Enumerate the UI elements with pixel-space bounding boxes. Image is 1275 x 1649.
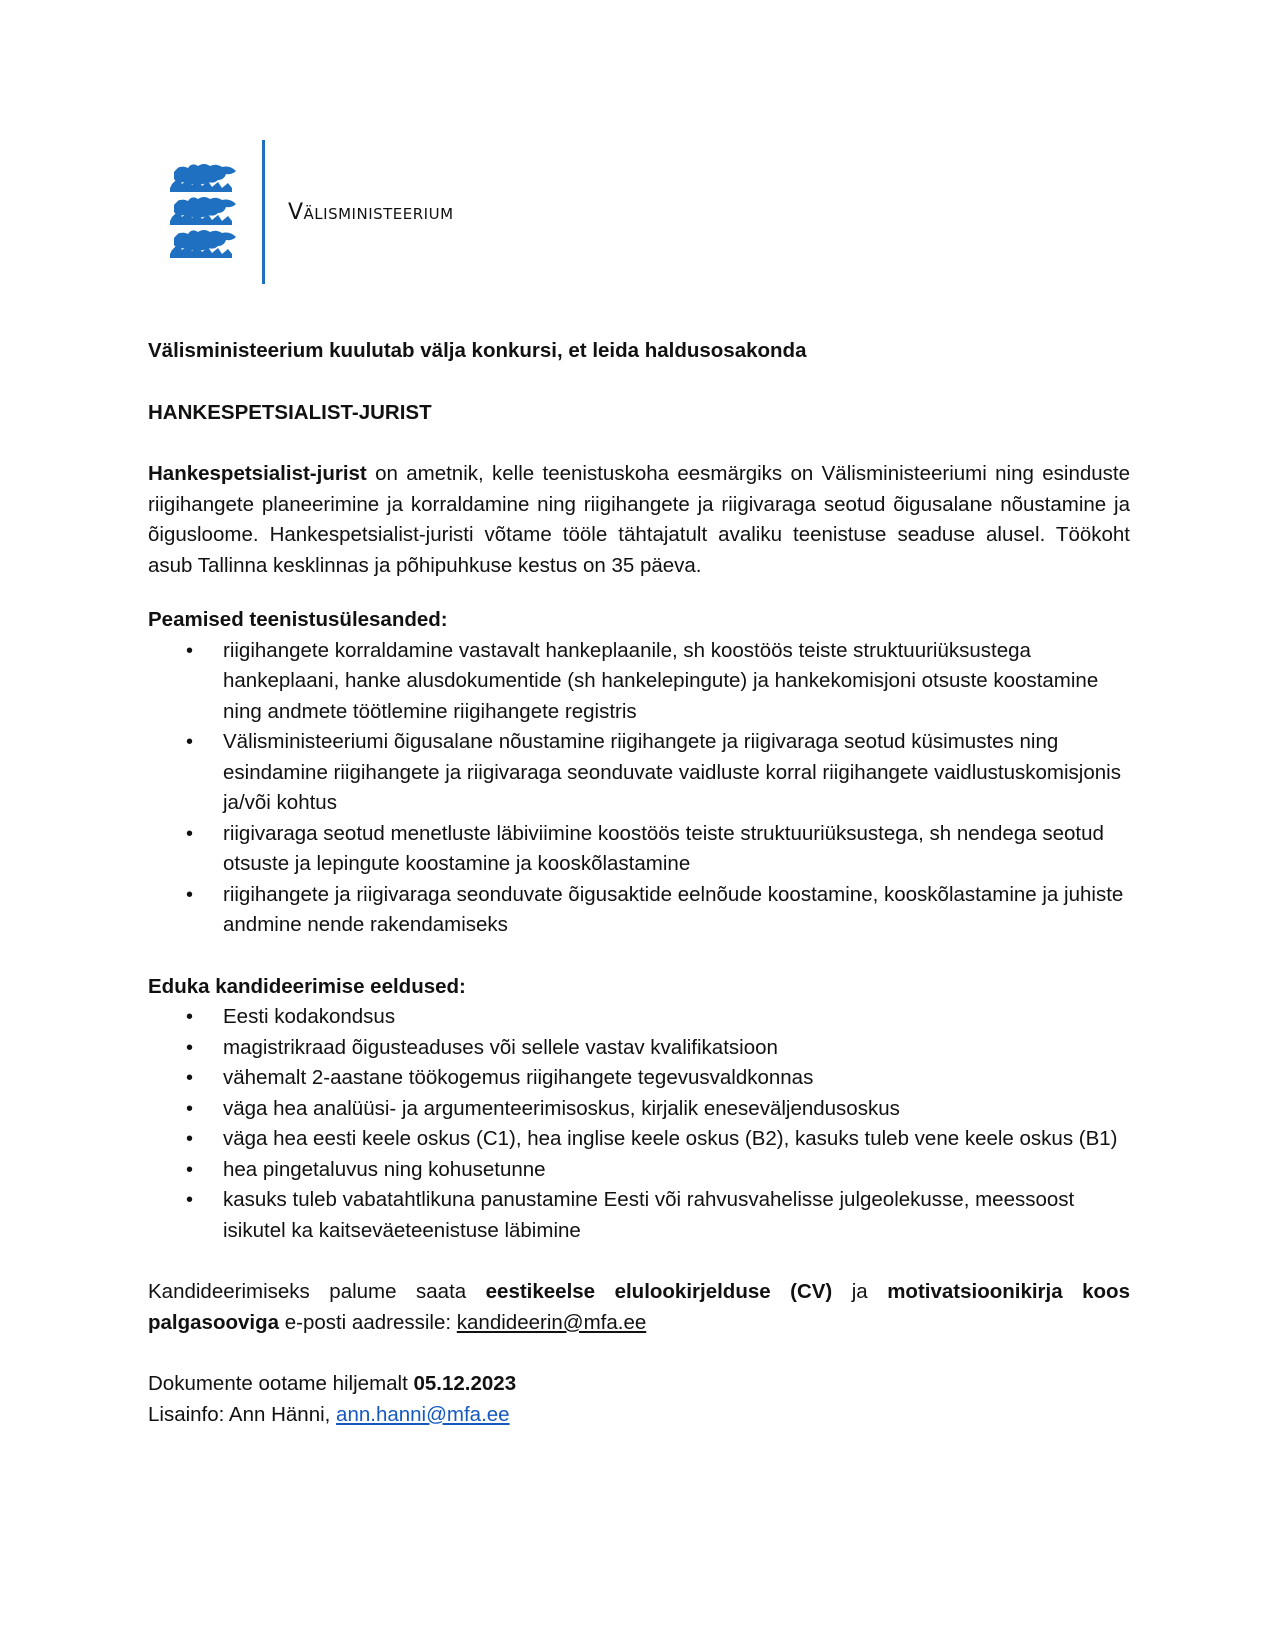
duties-heading: Peamised teenistusülesanded:: [148, 608, 448, 631]
position-title: HANKESPETSIALIST-JURIST: [148, 400, 432, 424]
position-description: [148, 459, 1130, 581]
apply-text-3: e-posti aadressile:: [279, 1310, 457, 1334]
ministry-logo: [170, 140, 530, 286]
list-item: • kasuks tuleb vabatahtlikuna panustamine Eesti või rahvusvahelisse julgeolekusse, meessoost isikutel ka kaitseväeteenistuse läbimine: [148, 1185, 1130, 1246]
list-item: • vähemalt 2-aastane töökogemus riigihangete tegevusvaldkonnas: [148, 1063, 1130, 1094]
ministry-name: Välisministeerium: [288, 200, 454, 225]
list-item: • magistrikraad õigusteaduses või sellele vastav kvalifikatsioon: [148, 1033, 1130, 1064]
apply-text-2: ja: [832, 1280, 888, 1303]
list-item: • riigihangete korraldamine vastavalt hankeplaanile, sh koostöös teiste struktuuriüksustega hankeplaani, hanke alusdokumentide (sh hankelepingute) ja hankekomisjoni otsuste koostamine ning andmete töötlemine riigihangete registris: [148, 636, 1130, 728]
contact-line: [148, 1400, 1130, 1431]
list-item: • väga hea analüüsi- ja argumenteerimisoskus, kirjalik eneseväljendusoskus: [148, 1094, 1130, 1125]
deadline-date: 05.12.2023: [413, 1372, 517, 1395]
apply-text-1: Kandideerimiseks palume saata: [148, 1280, 486, 1303]
contact-email-link[interactable]: ann.hanni@mfa.ee: [336, 1402, 510, 1426]
deadline-label: Dokumente ootame hiljemalt: [148, 1372, 414, 1395]
list-item: • Välisministeeriumi õigusalane nõustamine riigihangete ja riigivaraga seotud küsimustes ning esindamine riigihangete ja riigivaraga seonduvate vaidluste korral riigihangete vaidlustuskomisjonis ja/või kohtus: [148, 727, 1130, 819]
contact-label: Lisainfo: Ann Hänni,: [148, 1402, 337, 1426]
position-name-bold: Hankespetsialist-jurist: [148, 462, 367, 485]
requirements-heading: Eduka kandideerimise eeldused:: [148, 974, 466, 998]
logo-divider: [262, 140, 265, 284]
duties-list: [148, 636, 1130, 941]
list-item: • riigivaraga seotud menetluste läbiviimine koostöös teiste struktuuriüksustega, sh nendega seotud otsuste ja lepingute koostamine ja kooskõlastamine: [148, 819, 1130, 880]
position-description-text: on ametnik, kelle teenistuskoha eesmärgiks on Välisministeeriumi ning esinduste riigihangete planeerimine ja korraldamine ning riigihangete ja riigivaraga seotud õigusalane nõustamine ja õigusloome. Hankespetsialist-juristi võtame tööle tähtajatult avaliku teenistuse seaduse alusel. Töökoht asub Tallinna kesklinnas ja põhipuhkuse kestus on 35 päeva.: [148, 462, 1130, 577]
announcement-title: Välisministeerium kuulutab välja konkursi, et leida haldusosakonda: [148, 339, 807, 362]
list-item: • väga hea eesti keele oskus (C1), hea inglise keele oskus (B2), kasuks tuleb vene keele oskus (B1): [148, 1124, 1130, 1155]
list-item: • riigihangete ja riigivaraga seonduvate õigusaktide eelnõude koostamine, kooskõlastamine ja juhiste andmine nende rakendamiseks: [148, 880, 1130, 941]
apply-cv-bold: eestikeelse elulookirjelduse (CV): [485, 1280, 833, 1303]
list-item: • Eesti kodakondsus: [148, 1002, 1130, 1033]
apply-motivation-bold: motivatsioonikirja koos palgasooviga: [148, 1280, 1130, 1334]
requirements-list: [148, 1002, 1130, 1246]
application-email-link[interactable]: kandideerin@mfa.ee: [456, 1310, 647, 1334]
application-instructions: [148, 1277, 1130, 1338]
deadline-line: [148, 1369, 1130, 1400]
coat-of-arms-icon: [170, 162, 244, 262]
list-item: • hea pingetaluvus ning kohusetunne: [148, 1155, 1130, 1186]
announcement-body: [148, 336, 1130, 1430]
